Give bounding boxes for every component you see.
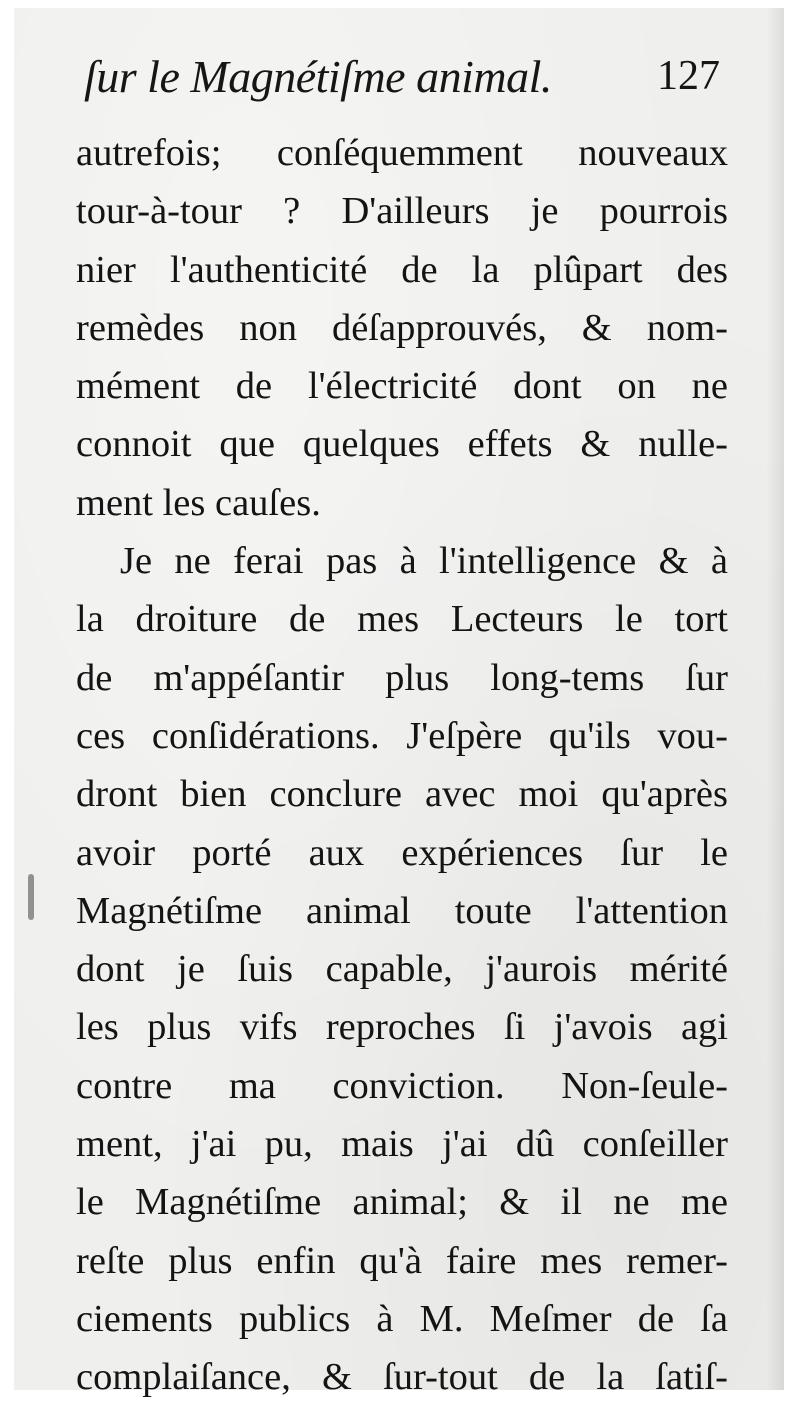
text-line: reſte plus enfin qu'à faire mes remer- <box>76 1239 728 1282</box>
text-line: le Magnétiſme animal; & il ne me <box>76 1181 728 1224</box>
text-line: mément de l'électricité dont on ne <box>76 365 728 408</box>
text-line: remèdes non déſapprouvés, & nom- <box>76 306 728 349</box>
text-line: les plus vifs reproches ſi j'avois agi <box>76 1006 728 1049</box>
text-line: Magnétiſme animal toute l'attention <box>76 889 728 932</box>
page-number: 127 <box>657 53 720 99</box>
body-text <box>76 124 728 1407</box>
text-line: tour-à-tour ? D'ailleurs je pourrois <box>76 190 728 233</box>
text-line: connoit que quelques effets & nulle- <box>76 423 728 466</box>
text-line: ces conſidérations. J'eſpère qu'ils vou- <box>76 714 728 757</box>
page-edge-shadow <box>766 8 784 1390</box>
text-line: contre ma conviction. Non-ſeule- <box>76 1064 728 1107</box>
page-header <box>84 50 724 120</box>
text-line: ment, j'ai pu, mais j'ai dû conſeiller <box>76 1123 728 1166</box>
ink-smudge <box>28 874 34 920</box>
text-line: Je ne ferai pas à l'intelligence & à <box>120 540 728 583</box>
text-line: dont je ſuis capable, j'aurois mérité <box>76 948 728 991</box>
text-line: dront bien conclure avec moi qu'après <box>76 773 728 816</box>
text-line: autrefois; conſéquemment nouveaux <box>76 132 728 174</box>
paragraph-2 <box>76 532 728 1406</box>
text-line: avoir porté aux expériences ſur le <box>76 831 728 874</box>
paragraph-1 <box>76 124 728 532</box>
running-head: ſur le Magnétiſme animal. <box>84 51 552 102</box>
text-line: ment les cauſes. <box>76 481 321 524</box>
text-line: de m'appéſantir plus long-tems ſur <box>76 656 728 699</box>
text-line: complaiſance, & ſur-tout de la ſatiſ- <box>76 1356 728 1399</box>
text-line: ciements publics à M. Meſmer de ſa <box>76 1297 728 1340</box>
text-line: nier l'authenticité de la plûpart des <box>76 248 728 291</box>
text-line: la droiture de mes Lecteurs le tort <box>76 598 728 641</box>
